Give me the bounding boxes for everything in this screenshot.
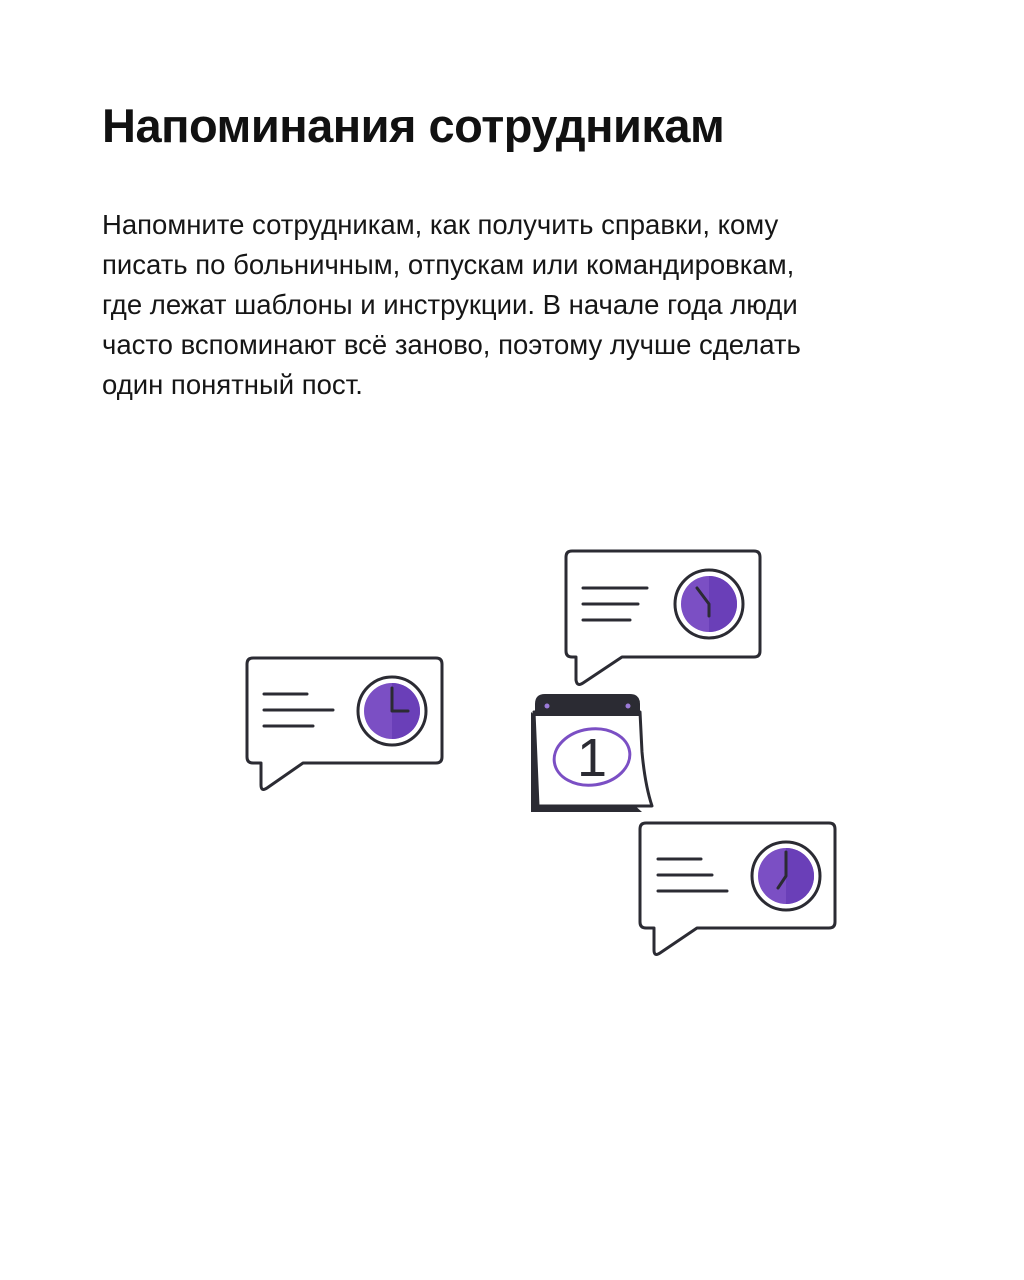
description-line: один понятный пост. [102,369,363,400]
clock-icon [358,677,426,745]
calendar-day-number: 1 [576,728,608,788]
clock-icon [752,842,820,910]
message-bubble-bottom [640,823,835,954]
page-title: Напоминания сотрудникам [102,99,725,152]
description-line: писать по больничным, отпускам или командировкам, [102,249,795,280]
message-bubble-top [566,551,760,684]
calendar-icon [531,694,652,812]
description-line: где лежат шаблоны и инструкции. В начале года люди [102,289,798,320]
message-bubble-left [247,658,442,789]
clock-icon [675,570,743,638]
description-line: часто вспоминают всё заново, поэтому лучше сделать [102,329,801,360]
description-line: Напомните сотрудникам, как получить справки, кому [102,209,779,240]
